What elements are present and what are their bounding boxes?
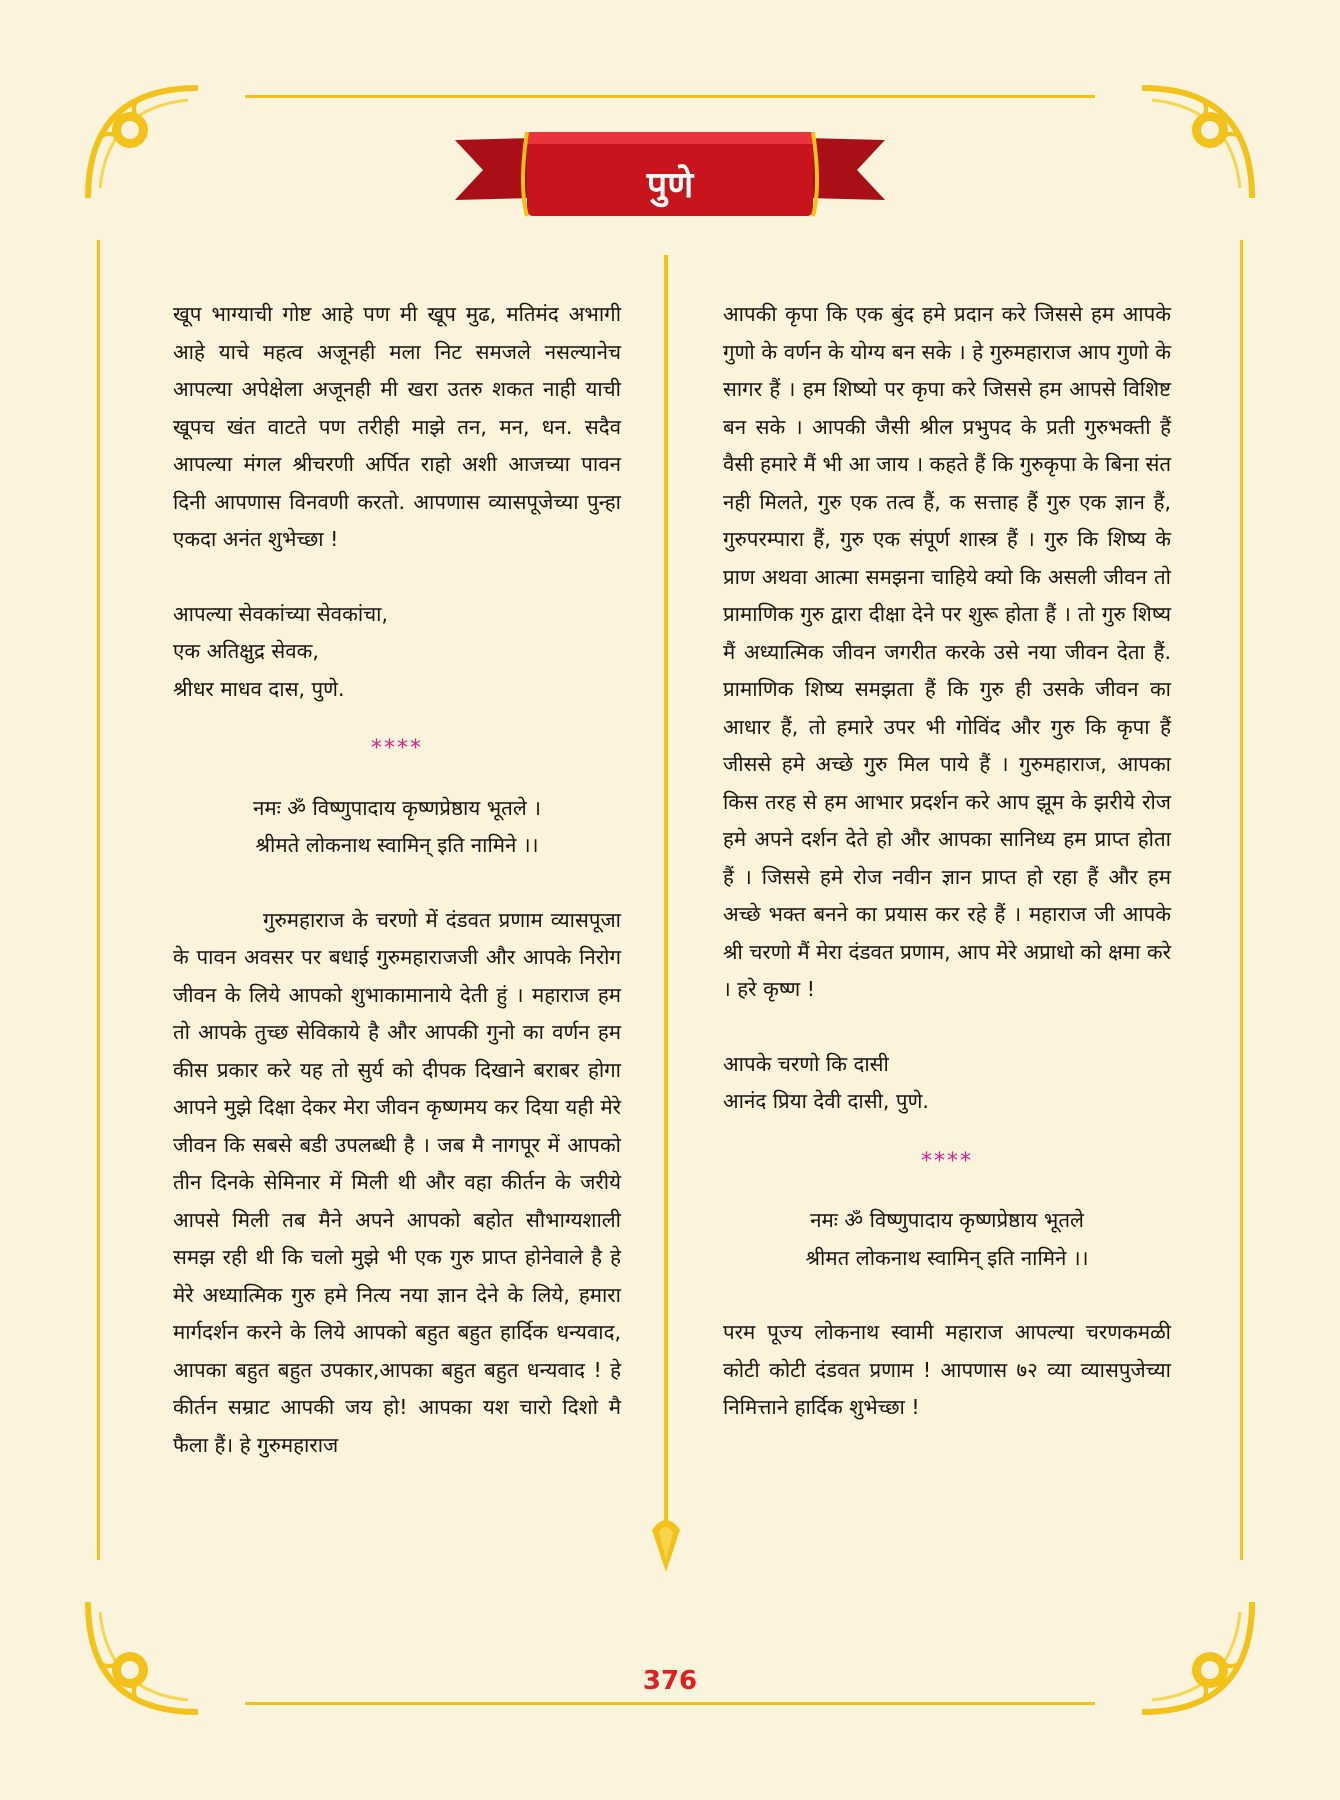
left-signature-line-2: एक अतिक्षुद्र सेवक, — [173, 639, 319, 663]
right-signature-line-1: आपके चरणो कि दासी — [723, 1051, 889, 1076]
frame-line-top — [245, 95, 1095, 98]
column-divider — [664, 255, 668, 1523]
page-number: 376 — [642, 1666, 698, 1696]
page-title: पुणे — [646, 165, 694, 206]
right-separator: **** — [921, 1148, 973, 1174]
corner-ornament-top-left — [78, 78, 208, 208]
frame-line-left — [97, 240, 100, 1560]
corner-ornament-top-right — [1132, 78, 1262, 208]
left-mantra-line-1: नमः ॐ विष्णुपादाय कृष्णप्रेष्ठाय भूतले । — [252, 795, 542, 820]
right-paragraph-2: परम पूज्य लोकनाथ स्वामी महाराज आपल्या चरणकमळी कोटी कोटी दंडवत प्रणाम ! आपणास ७२ व्या व्यासपुजेच्या निमित्ताने हार्दिक शुभेच्छा ! — [723, 1320, 1171, 1419]
right-paragraph-1: आपकी कृपा कि एक बुंद हमे प्रदान करे जिससे हम आपके गुणो के वर्णन के योग्य बन सके । हे गुरुमहाराज आप गुणो के सागर हैं । हम शिष्यो पर कृपा करे जिससे हम आपसे विशिष्ट बन सके । आपकी जैसी श्रील प्रभुपद के प्रती गुरुभक्ती हैं वैसी हमारे मैं भी आ जाय । कहते हैं कि गुरुकृपा के बिना संत नही मिलते, गुरु एक तत्व हैं, क सत्ताह हैं गुरु एक ज्ञान हैं, गुरुपरम्पारा हैं, गुरु एक संपूर्ण शास्त्र हैं । गुरु कि शिष्य के प्राण अथवा आत्मा समझना चाहिये क्यो कि असली जीवन तो प्रामाणिक गुरु द्वारा दीक्षा देने पर शुरू होता हैं । तो गुरु शिष्य मैं अध्यात्मिक जीवन जगरीत करके उसे नया जीवन देता हैं. प्रामाणिक शिष्य समझता हैं कि गुरु ही उसके जीवन का आधार हैं, तो हमारे उपर भी गोविंद और गुरु कि कृपा हैं जीससे हमे अच्छे गुरु मिल पाये हैं । गुरुमहाराज, आपका किस तरह से हम आभार प्रदर्शन करे आप झूम के झरीये रोज हमे अपने दर्शन देते हो और आपका सानिध्य हम प्राप्त होता हैं । जिससे हमे रोज नवीन ज्ञान प्राप्त हो रहा हैं और हम अच्छे भक्त बनने का प्रयास कर रहे हैं । महाराज जी आपके श्री चरणो मैं मेरा दंडवत प्रणाम, आप मेरे अप्राधो को क्षमा करे । हरे कृष्ण ! — [723, 302, 1171, 1001]
left-signature-line-3: श्रीधर माधव दास, पुणे. — [173, 676, 345, 701]
divider-drop-ornament — [650, 1510, 682, 1572]
right-mantra-line-1: नमः ॐ विष्णुपादाय कृष्णप्रेष्ठाय भूतले — [810, 1208, 1084, 1232]
right-column — [723, 296, 1171, 1427]
corner-ornament-bottom-right — [1132, 1592, 1262, 1722]
left-signature-line-1: आपल्या सेवकांच्या सेवकांचा, — [173, 601, 388, 626]
frame-line-bottom — [245, 1702, 1095, 1705]
left-separator: **** — [371, 736, 423, 761]
left-paragraph-1: खूप भाग्याची गोष्ट आहे पण मी खूप मुढ, मतिमंद अभागी आहे याचे महत्व अजूनही मला निट समजले नसल्यानेच आपल्या अपेक्षेला अजूनही मी खरा उतरु शकत नाही याची खूपच खंत वाटते पण तरीही माझे तन, मन, धन. सदैव आपल्या मंगल श्रीचरणी अर्पित राहो अशी आजच्या पावन दिनी आपणास विनवणी करतो. आपणास व्यासपूजेच्या पुन्हा एकदा अनंत शुभेच्छा ! — [173, 302, 621, 551]
corner-ornament-bottom-left — [78, 1592, 208, 1722]
left-mantra-line-2: श्रीमते लोकनाथ स्वामिन् इति नामिने ।। — [255, 833, 539, 857]
left-paragraph-2: गुरुमहाराज के चरणो में दंडवत प्रणाम व्यासपूजा के पावन अवसर पर बधाई गुरुमहाराजजी और आपके निरोग जीवन के लिये आपको शुभाकामानाये देती हुं । महाराज हम तो आपके तुच्छ सेविकाये है और आपकी गुनो का वर्णन हम कीस प्रकार करे यह तो सुर्य को दीपक दिखाने बराबर होगा आपने मुझे दिक्षा देकर मेरा जीवन कृष्णमय कर दिया यही मेरे जीवन कि सबसे बडी उपलब्धी है । जब मै नागपूर में आपको तीन दिनके सेमिनार में मिली थी और वहा कीर्तन के जरीये आपसे मिली तब मैने अपने आपको बहोत सौभाग्यशाली समझ रही थी कि चलो मुझे भी एक गुरु प्राप्त होनेवाले है हे मेरे अध्यात्मिक गुरु हमे नित्य नया ज्ञान देने के लिये, हमारा मार्गदर्शन करने के लिये आपको बहुत बहुत हार्दिक धन्यवाद, आपका बहुत बहुत उपकार,आपका बहुत बहुत धन्यवाद ! हे कीर्तन सम्राट आपकी जय हो! आपका यश चारो दिशो मै फैला हैं। हे गुरुमहाराज — [173, 907, 621, 1457]
frame-line-right — [1240, 240, 1243, 1560]
right-mantra-line-2: श्रीमत लोकनाथ स्वामिन् इति नामिने ।। — [805, 1245, 1089, 1270]
right-signature-line-2: आनंद प्रिया देवी दासी, पुणे. — [723, 1089, 929, 1113]
left-column — [173, 296, 621, 1464]
